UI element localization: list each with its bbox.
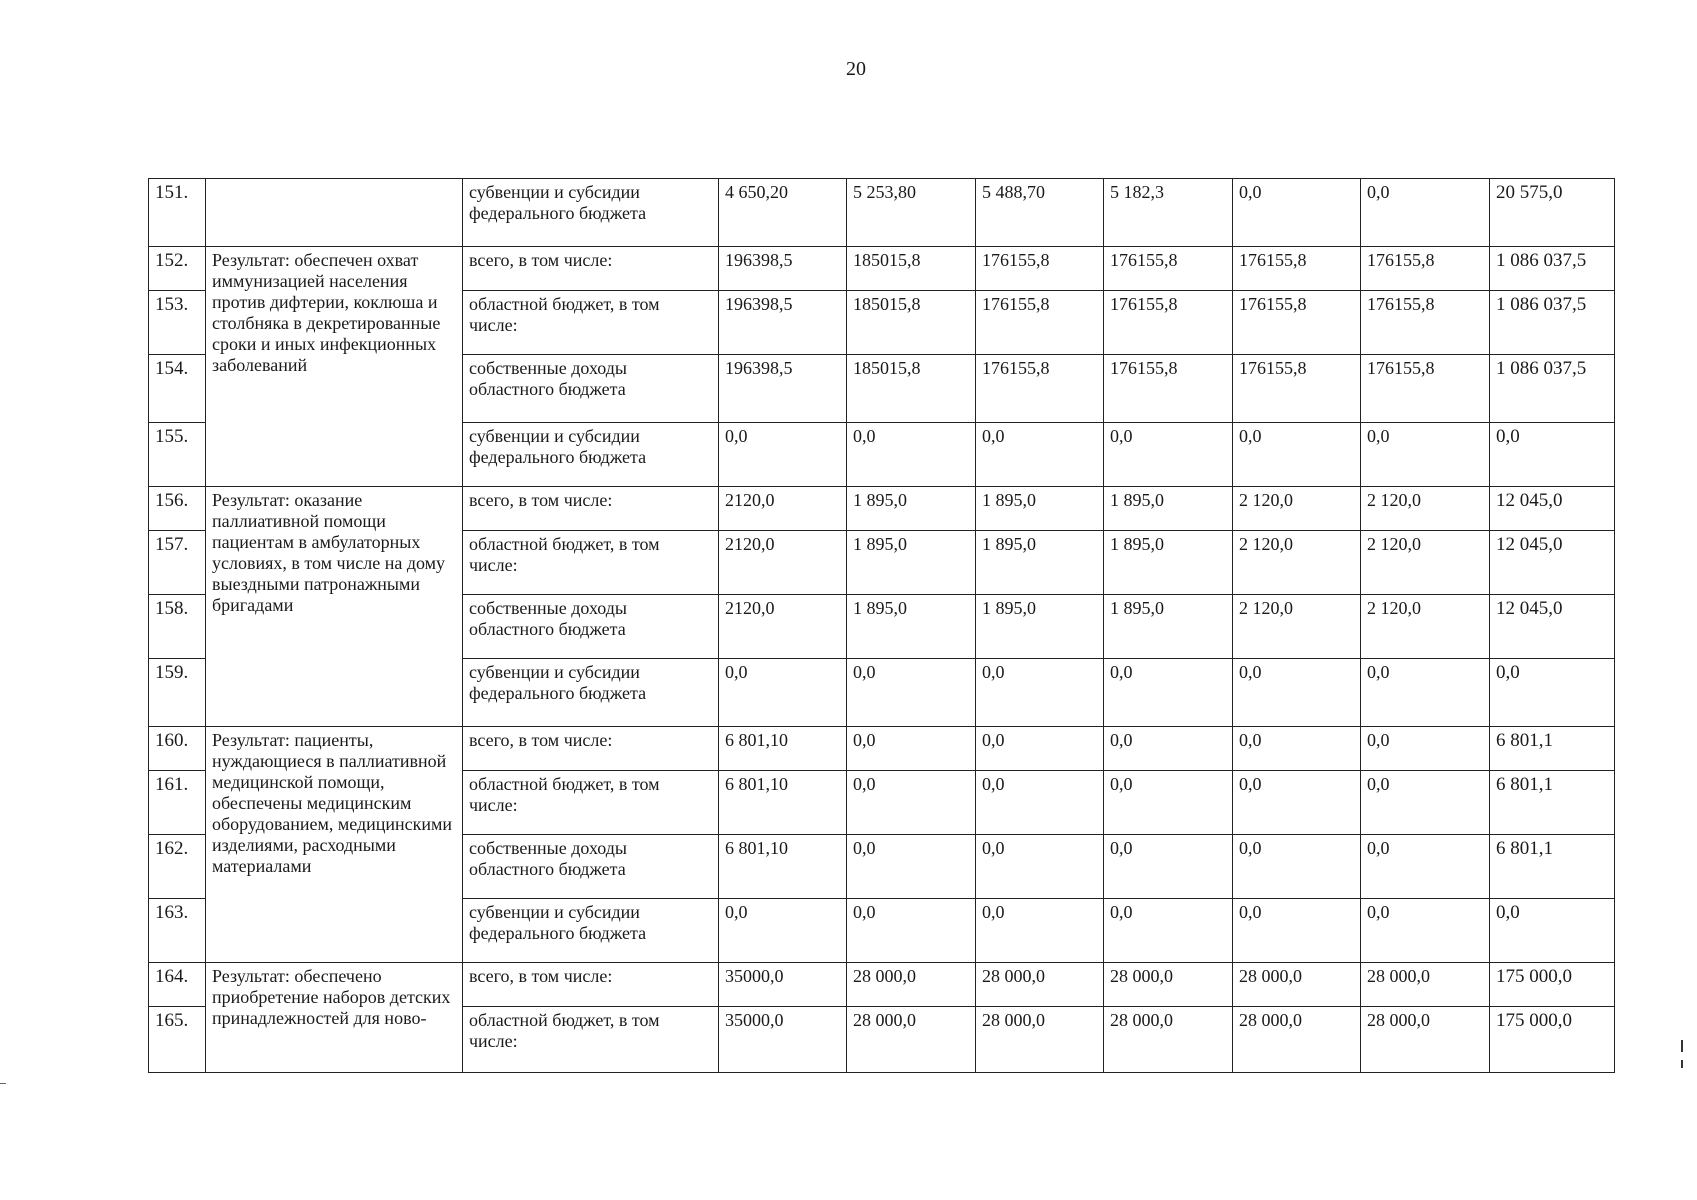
year-value-cell: 185015,8 (847, 291, 976, 355)
total-value-cell: 1 086 037,5 (1490, 291, 1615, 355)
total-value-cell: 0,0 (1490, 659, 1615, 727)
year-value-cell: 5 253,80 (847, 179, 976, 247)
year-value-cell: 5 488,70 (976, 179, 1104, 247)
funding-source: всего, в том числе: (463, 487, 719, 531)
year-value-cell: 196398,5 (719, 247, 847, 291)
row-number: 163. (149, 899, 206, 963)
year-value-cell: 0,0 (847, 899, 976, 963)
funding-source: субвенции и субсидии федерального бюджета (463, 899, 719, 963)
year-value-cell: 0,0 (976, 423, 1104, 487)
row-number: 162. (149, 835, 206, 899)
result-description-empty (206, 179, 463, 247)
year-value-cell: 0,0 (1104, 659, 1233, 727)
year-value-cell: 28 000,0 (1361, 1007, 1490, 1073)
year-value-cell: 0,0 (1233, 727, 1361, 771)
year-value-cell: 176155,8 (976, 355, 1104, 423)
year-value-cell: 185015,8 (847, 355, 976, 423)
total-value-cell: 6 801,1 (1490, 771, 1615, 835)
year-value-cell: 185015,8 (847, 247, 976, 291)
funding-source: собственные доходы областного бюджета (463, 595, 719, 659)
year-value-cell: 28 000,0 (1233, 963, 1361, 1007)
funding-source: субвенции и субсидии федерального бюджета (463, 659, 719, 727)
year-value-cell: 28 000,0 (976, 963, 1104, 1007)
year-value-cell: 2 120,0 (1233, 531, 1361, 595)
row-number: 160. (149, 727, 206, 771)
year-value-cell: 0,0 (976, 899, 1104, 963)
funding-source: областной бюджет, в том числе: (463, 531, 719, 595)
funding-source: собственные доходы областного бюджета (463, 355, 719, 423)
year-value-cell: 28 000,0 (1104, 1007, 1233, 1073)
funding-source: областной бюджет, в том числе: (463, 771, 719, 835)
year-value-cell: 2120,0 (719, 531, 847, 595)
year-value-cell: 0,0 (1233, 899, 1361, 963)
year-value-cell: 1 895,0 (1104, 531, 1233, 595)
row-number: 152. (149, 247, 206, 291)
row-number: 151. (149, 179, 206, 247)
row-number: 153. (149, 291, 206, 355)
year-value-cell: 196398,5 (719, 291, 847, 355)
year-value-cell: 0,0 (719, 659, 847, 727)
year-value-cell: 35000,0 (719, 1007, 847, 1073)
total-value-cell: 6 801,1 (1490, 835, 1615, 899)
year-value-cell: 0,0 (847, 771, 976, 835)
row-number: 165. (149, 1007, 206, 1073)
year-value-cell: 0,0 (1361, 899, 1490, 963)
year-value-cell: 0,0 (976, 771, 1104, 835)
funding-source: субвенции и субсидии федерального бюджета (463, 423, 719, 487)
year-value-cell: 176155,8 (1233, 355, 1361, 423)
year-value-cell: 0,0 (1104, 835, 1233, 899)
year-value-cell: 176155,8 (1104, 247, 1233, 291)
year-value-cell: 0,0 (1104, 899, 1233, 963)
row-number: 164. (149, 963, 206, 1007)
result-description: Результат: оказание паллиативной помощи пациентам в амбулаторных условиях, в том числе на дому выездными патронажными бригадами (206, 487, 463, 727)
year-value-cell: 28 000,0 (976, 1007, 1104, 1073)
total-value-cell: 1 086 037,5 (1490, 247, 1615, 291)
year-value-cell: 176155,8 (1361, 247, 1490, 291)
year-value-cell: 0,0 (719, 423, 847, 487)
year-value-cell: 196398,5 (719, 355, 847, 423)
year-value-cell: 0,0 (1361, 771, 1490, 835)
year-value-cell: 6 801,10 (719, 835, 847, 899)
funding-source: собственные доходы областного бюджета (463, 835, 719, 899)
funding-source: всего, в том числе: (463, 247, 719, 291)
year-value-cell: 28 000,0 (1361, 963, 1490, 1007)
year-value-cell: 0,0 (1233, 835, 1361, 899)
year-value-cell: 176155,8 (1361, 355, 1490, 423)
year-value-cell: 2 120,0 (1361, 487, 1490, 531)
scan-edge-mark (1681, 1060, 1683, 1068)
year-value-cell: 176155,8 (976, 291, 1104, 355)
year-value-cell: 176155,8 (1104, 355, 1233, 423)
year-value-cell: 6 801,10 (719, 771, 847, 835)
budget-table (148, 178, 1615, 1073)
year-value-cell: 0,0 (719, 899, 847, 963)
year-value-cell: 0,0 (1233, 179, 1361, 247)
total-value-cell: 12 045,0 (1490, 595, 1615, 659)
year-value-cell: 0,0 (847, 835, 976, 899)
year-value-cell: 0,0 (1233, 423, 1361, 487)
year-value-cell: 1 895,0 (1104, 595, 1233, 659)
year-value-cell: 0,0 (976, 727, 1104, 771)
result-description: Результат: обеспечено приобретение наборов детских принадлежностей для ново- (206, 963, 463, 1073)
table-row (149, 179, 1615, 247)
scan-edge-mark (0, 1083, 6, 1084)
year-value-cell: 0,0 (1361, 835, 1490, 899)
year-value-cell: 28 000,0 (1233, 1007, 1361, 1073)
year-value-cell: 28 000,0 (847, 1007, 976, 1073)
year-value-cell: 0,0 (1104, 771, 1233, 835)
funding-source: всего, в том числе: (463, 963, 719, 1007)
total-value-cell: 0,0 (1490, 899, 1615, 963)
total-value-cell: 6 801,1 (1490, 727, 1615, 771)
page-number: 20 (846, 58, 866, 80)
year-value-cell: 0,0 (976, 835, 1104, 899)
total-value-cell: 175 000,0 (1490, 963, 1615, 1007)
row-number: 157. (149, 531, 206, 595)
funding-source: всего, в том числе: (463, 727, 719, 771)
year-value-cell: 2 120,0 (1233, 487, 1361, 531)
row-number: 158. (149, 595, 206, 659)
year-value-cell: 0,0 (1361, 659, 1490, 727)
year-value-cell: 0,0 (976, 659, 1104, 727)
row-number: 159. (149, 659, 206, 727)
year-value-cell: 1 895,0 (976, 487, 1104, 531)
budget-table-body (149, 179, 1615, 1073)
year-value-cell: 0,0 (1233, 659, 1361, 727)
year-value-cell: 1 895,0 (847, 595, 976, 659)
total-value-cell: 175 000,0 (1490, 1007, 1615, 1073)
year-value-cell: 4 650,20 (719, 179, 847, 247)
year-value-cell: 176155,8 (1104, 291, 1233, 355)
year-value-cell: 176155,8 (1361, 291, 1490, 355)
total-value-cell: 1 086 037,5 (1490, 355, 1615, 423)
total-value-cell: 20 575,0 (1490, 179, 1615, 247)
year-value-cell: 1 895,0 (976, 531, 1104, 595)
year-value-cell: 1 895,0 (847, 487, 976, 531)
year-value-cell: 0,0 (1104, 423, 1233, 487)
year-value-cell: 176155,8 (976, 247, 1104, 291)
year-value-cell: 176155,8 (1233, 291, 1361, 355)
row-number: 161. (149, 771, 206, 835)
year-value-cell: 2120,0 (719, 487, 847, 531)
table-row (149, 487, 1615, 531)
year-value-cell: 1 895,0 (976, 595, 1104, 659)
table-row (149, 963, 1615, 1007)
result-description: Результат: обеспечен охват иммунизацией населения против дифтерии, коклюша и столбняка в декретированные сроки и иных инфекционных заболеваний (206, 247, 463, 487)
year-value-cell: 0,0 (1361, 423, 1490, 487)
year-value-cell: 28 000,0 (847, 963, 976, 1007)
year-value-cell: 0,0 (847, 659, 976, 727)
row-number: 154. (149, 355, 206, 423)
table-row (149, 247, 1615, 291)
funding-source: субвенции и субсидии федерального бюджета (463, 179, 719, 247)
year-value-cell: 2 120,0 (1361, 595, 1490, 659)
year-value-cell: 1 895,0 (847, 531, 976, 595)
row-number: 156. (149, 487, 206, 531)
funding-source: областной бюджет, в том числе: (463, 1007, 719, 1073)
year-value-cell: 5 182,3 (1104, 179, 1233, 247)
year-value-cell: 2 120,0 (1233, 595, 1361, 659)
year-value-cell: 0,0 (847, 423, 976, 487)
result-description: Результат: пациенты, нуждающиеся в паллиативной медицинской помощи, обеспечены медицинским оборудованием, медицинскими изделиями, расходными материалами (206, 727, 463, 963)
total-value-cell: 12 045,0 (1490, 487, 1615, 531)
year-value-cell: 28 000,0 (1104, 963, 1233, 1007)
year-value-cell: 0,0 (1104, 727, 1233, 771)
row-number: 155. (149, 423, 206, 487)
year-value-cell: 0,0 (1361, 727, 1490, 771)
year-value-cell: 6 801,10 (719, 727, 847, 771)
table-row (149, 727, 1615, 771)
total-value-cell: 12 045,0 (1490, 531, 1615, 595)
year-value-cell: 176155,8 (1233, 247, 1361, 291)
year-value-cell: 2 120,0 (1361, 531, 1490, 595)
scan-edge-mark (1681, 1040, 1683, 1052)
year-value-cell: 2120,0 (719, 595, 847, 659)
year-value-cell: 35000,0 (719, 963, 847, 1007)
year-value-cell: 1 895,0 (1104, 487, 1233, 531)
year-value-cell: 0,0 (1233, 771, 1361, 835)
funding-source: областной бюджет, в том числе: (463, 291, 719, 355)
year-value-cell: 0,0 (1361, 179, 1490, 247)
total-value-cell: 0,0 (1490, 423, 1615, 487)
year-value-cell: 0,0 (847, 727, 976, 771)
